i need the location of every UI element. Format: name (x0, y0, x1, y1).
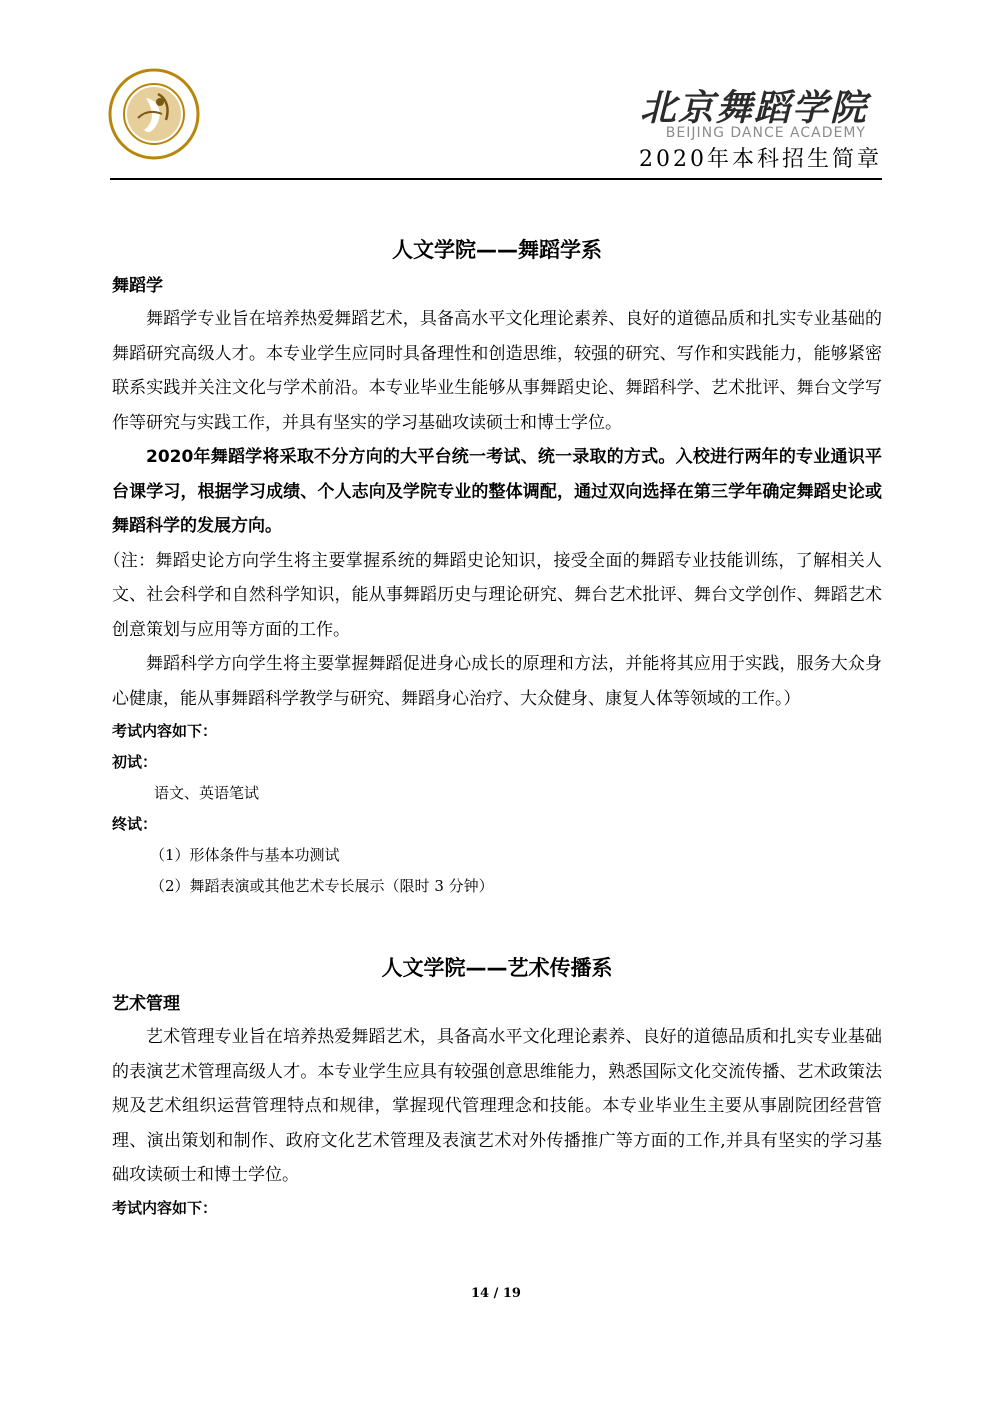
exam-content-label: 考试内容如下： (112, 1198, 218, 1217)
final-round-item: （2）舞蹈表演或其他艺术专长展示（限时 3 分钟） (150, 877, 494, 895)
major-heading-dance-studies: 舞蹈学 (112, 276, 163, 296)
section-gap (112, 902, 882, 948)
brochure-subtitle: 2020年本科招生简章 (639, 147, 882, 172)
page-header (0, 0, 992, 190)
page-number: 14 / 19 (471, 1286, 521, 1301)
header-rule (110, 178, 882, 180)
major-heading-arts-management: 艺术管理 (112, 994, 180, 1014)
exam-content-label: 考试内容如下： (112, 722, 218, 740)
first-round-label: 初试： (112, 753, 158, 771)
section-title-arts-communication: 人文学院——艺术传播系 (381, 956, 613, 980)
first-round-item: 语文、英语笔试 (154, 784, 260, 802)
page-content (103, 230, 882, 1224)
brand-name-en: BEIJING DANCE ACADEMY (665, 125, 866, 141)
paragraph-history-theory-note: （注：舞蹈史论方向学生将主要掌握系统的舞蹈史论知识，接受全面的舞蹈专业技能训练，了解相关人文、社会科学和自然科学知识，能从事舞蹈历史与理论研究、舞台艺术批评、舞台文学创作、舞蹈艺术创意策划与应用等方面的工作。 (103, 550, 882, 640)
paragraph-dance-science-note: 舞蹈科学方向学生将主要掌握舞蹈促进身心成长的原理和方法，并能将其应用于实践，服务大众身心健康，能从事舞蹈科学教学与研究、舞蹈身心治疗、大众健身、康复人体等领域的工作。） (112, 654, 882, 709)
paragraph-intro: 舞蹈学专业旨在培养热爱舞蹈艺术，具备高水平文化理论素养、良好的道德品质和扎实专业基础的舞蹈研究高级人才。本专业学生应同时具备理性和创造思维，较强的研究、写作和实践能力，能够紧密联系实践并关注文化与学术前沿。本专业毕业生能够从事舞蹈史论、舞蹈科学、艺术批评、舞台文学写作等研究与实践工作，并具有坚实的学习基础攻读硕士和博士学位。 (112, 309, 882, 433)
brand-name-cn: 北京舞蹈学院 (639, 87, 868, 129)
academy-logo (108, 68, 200, 160)
final-round-item: （1）形体条件与基本功测试 (150, 846, 340, 864)
final-round-label: 终试： (112, 815, 158, 833)
section-title-dance-studies: 人文学院——舞蹈学系 (392, 238, 602, 262)
paragraph-arts-management-intro: 艺术管理专业旨在培养热爱舞蹈艺术，具备高水平文化理论素养、良好的道德品质和扎实专业基础的表演艺术管理高级人才。本专业学生应具有较强创意思维能力，熟悉国际文化交流传播、艺术政策法规及艺术组织运营管理特点和规律，掌握现代管理理念和技能。本专业毕业生主要从事剧院团经营管理、演出策划和制作、政府文化艺术管理及表演艺术对外传播推广等方面的工作,并具有坚实的学习基础攻读硕士和博士学位。 (112, 1027, 882, 1185)
paragraph-admission-note: 2020年舞蹈学将采取不分方向的大平台统一考试、统一录取的方式。入校进行两年的专业通识平台课学习，根据学习成绩、个人志向及学院专业的整体调配，通过双向选择在第三学年确定舞蹈史论或舞蹈科学的发展方向。 (112, 447, 882, 536)
